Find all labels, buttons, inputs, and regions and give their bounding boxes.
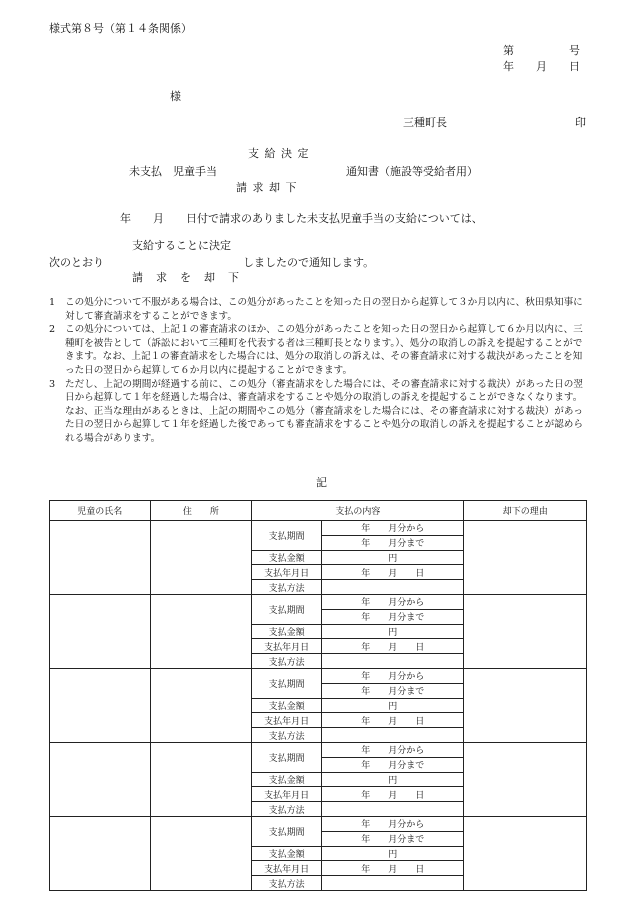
body-line-1: 年 月 日付で請求のありました未支払児童手当の支給については、 (120, 212, 483, 225)
note-item (49, 378, 589, 446)
method-label: 支払方法 (252, 802, 322, 817)
note-number: 2 (49, 324, 56, 336)
table-body (50, 521, 587, 891)
amount-value: 円 (322, 624, 464, 639)
method-value[interactable] (322, 580, 464, 595)
address-cell[interactable] (150, 742, 252, 816)
period-label: 支払期間 (252, 742, 322, 772)
amount-label: 支払金額 (252, 698, 322, 713)
rejection-reason-cell[interactable] (464, 816, 587, 890)
seal-mark: 印 (575, 116, 586, 129)
period-to: 年 月分まで (322, 757, 464, 772)
address-cell[interactable] (150, 594, 252, 668)
period-from: 年 月分から (322, 668, 464, 683)
ki-heading: 記 (316, 476, 327, 489)
pay-date-value: 年 月 日 (322, 565, 464, 580)
child-name-cell[interactable] (50, 594, 151, 668)
child-name-cell[interactable] (50, 521, 151, 595)
method-value[interactable] (322, 876, 464, 891)
method-label: 支払方法 (252, 728, 322, 743)
amount-value: 円 (322, 550, 464, 565)
payment-table (49, 500, 587, 891)
address-cell[interactable] (150, 816, 252, 890)
body-line-right: しましたので通知します。 (243, 256, 375, 269)
note-item (49, 323, 589, 377)
period-from: 年 月分から (322, 594, 464, 609)
period-from: 年 月分から (322, 521, 464, 536)
document-date: 年 月 日 (503, 60, 580, 73)
pay-date-label: 支払年月日 (252, 787, 322, 802)
amount-label: 支払金額 (252, 624, 322, 639)
child-name-cell[interactable] (50, 816, 151, 890)
amount-value: 円 (322, 698, 464, 713)
note-number: 1 (49, 297, 56, 308)
header-address: 住 所 (150, 501, 252, 521)
title-main-right: 通知書（施設等受給者用） (346, 165, 478, 178)
period-label: 支払期間 (252, 816, 322, 846)
method-value[interactable] (322, 728, 464, 743)
table-row (50, 594, 587, 609)
note-item (49, 296, 589, 323)
recipient-suffix: 様 (170, 90, 181, 103)
table-row (50, 816, 587, 831)
body-option-reject: 請 求 を 却 下 (132, 271, 240, 284)
title-option-reject: 請 求 却 下 (236, 181, 298, 194)
method-value[interactable] (322, 654, 464, 669)
pay-date-value: 年 月 日 (322, 713, 464, 728)
period-from: 年 月分から (322, 816, 464, 831)
period-label: 支払期間 (252, 668, 322, 698)
pay-date-value: 年 月 日 (322, 861, 464, 876)
pay-date-label: 支払年月日 (252, 565, 322, 580)
issuer-name: 三種町長 (403, 116, 447, 129)
form-number: 様式第８号（第１４条関係） (49, 22, 192, 35)
method-label: 支払方法 (252, 876, 322, 891)
period-to: 年 月分まで (322, 535, 464, 550)
pay-date-label: 支払年月日 (252, 713, 322, 728)
table-header-row (50, 501, 587, 521)
header-payment-content: 支払の内容 (252, 501, 464, 521)
rejection-reason-cell[interactable] (464, 594, 587, 668)
rejection-reason-cell[interactable] (464, 521, 587, 595)
table-row (50, 742, 587, 757)
amount-value: 円 (322, 772, 464, 787)
period-label: 支払期間 (252, 594, 322, 624)
header-child-name: 児童の氏名 (50, 501, 151, 521)
pay-date-value: 年 月 日 (322, 639, 464, 654)
title-main-left: 未支払 児童手当 (129, 165, 217, 178)
body-option-decision: 支給することに決定 (132, 239, 231, 252)
amount-value: 円 (322, 846, 464, 861)
amount-label: 支払金額 (252, 846, 322, 861)
address-cell[interactable] (150, 521, 252, 595)
document-number: 第 号 (503, 44, 580, 57)
period-to: 年 月分まで (322, 683, 464, 698)
address-cell[interactable] (150, 668, 252, 742)
note-number: 3 (49, 378, 56, 390)
rejection-reason-cell[interactable] (464, 742, 587, 816)
method-label: 支払方法 (252, 654, 322, 669)
title-option-decision: 支 給 決 定 (248, 147, 310, 160)
period-to: 年 月分まで (322, 831, 464, 846)
pay-date-label: 支払年月日 (252, 861, 322, 876)
pay-date-value: 年 月 日 (322, 787, 464, 802)
child-name-cell[interactable] (50, 668, 151, 742)
table-row (50, 521, 587, 536)
note-text: この処分については、上記１の審査請求のほか、この処分があったことを知った日の翌日から起算して６か月以内に、三種町を被告として（訴訟において三種町を代表する者は三種町長となります。）、処分の取消しの訴えを提起することができます。なお、上記１の審査請求をした場合には、処分の取消しの訴えは、その審査請求に対する裁決があったことを知った日の翌日から起算して６か月以内に提起することができます。 (65, 324, 583, 376)
notes-section (49, 296, 589, 446)
amount-label: 支払金額 (252, 772, 322, 787)
pay-date-label: 支払年月日 (252, 639, 322, 654)
period-label: 支払期間 (252, 521, 322, 551)
header-rejection-reason: 却下の理由 (464, 501, 587, 521)
rejection-reason-cell[interactable] (464, 668, 587, 742)
method-value[interactable] (322, 802, 464, 817)
period-to: 年 月分まで (322, 609, 464, 624)
period-from: 年 月分から (322, 742, 464, 757)
body-line-left: 次のとおり (49, 256, 104, 269)
method-label: 支払方法 (252, 580, 322, 595)
amount-label: 支払金額 (252, 550, 322, 565)
table-row (50, 668, 587, 683)
note-text: ただし、上記の期間が経過する前に、この処分（審査請求をした場合には、その審査請求に対する裁決）があった日の翌日から起算して１年を経過した場合は、審査請求をすることや処分の取消しの訴えを提起することができなくなります。なお、正当な理由があるときは、上記の期間やこの処分（審査請求をした場合には、その審査請求に対する裁決）があった日の翌日から起算して１年を経過した後であっても審査請求をすることや処分の取消しの訴えを提起することが認められる場合があります。 (65, 378, 583, 444)
note-text: この処分について不服がある場合は、この処分があったことを知った日の翌日から起算して３か月以内に、秋田県知事に対して審査請求をすることができます。 (65, 297, 583, 322)
child-name-cell[interactable] (50, 742, 151, 816)
